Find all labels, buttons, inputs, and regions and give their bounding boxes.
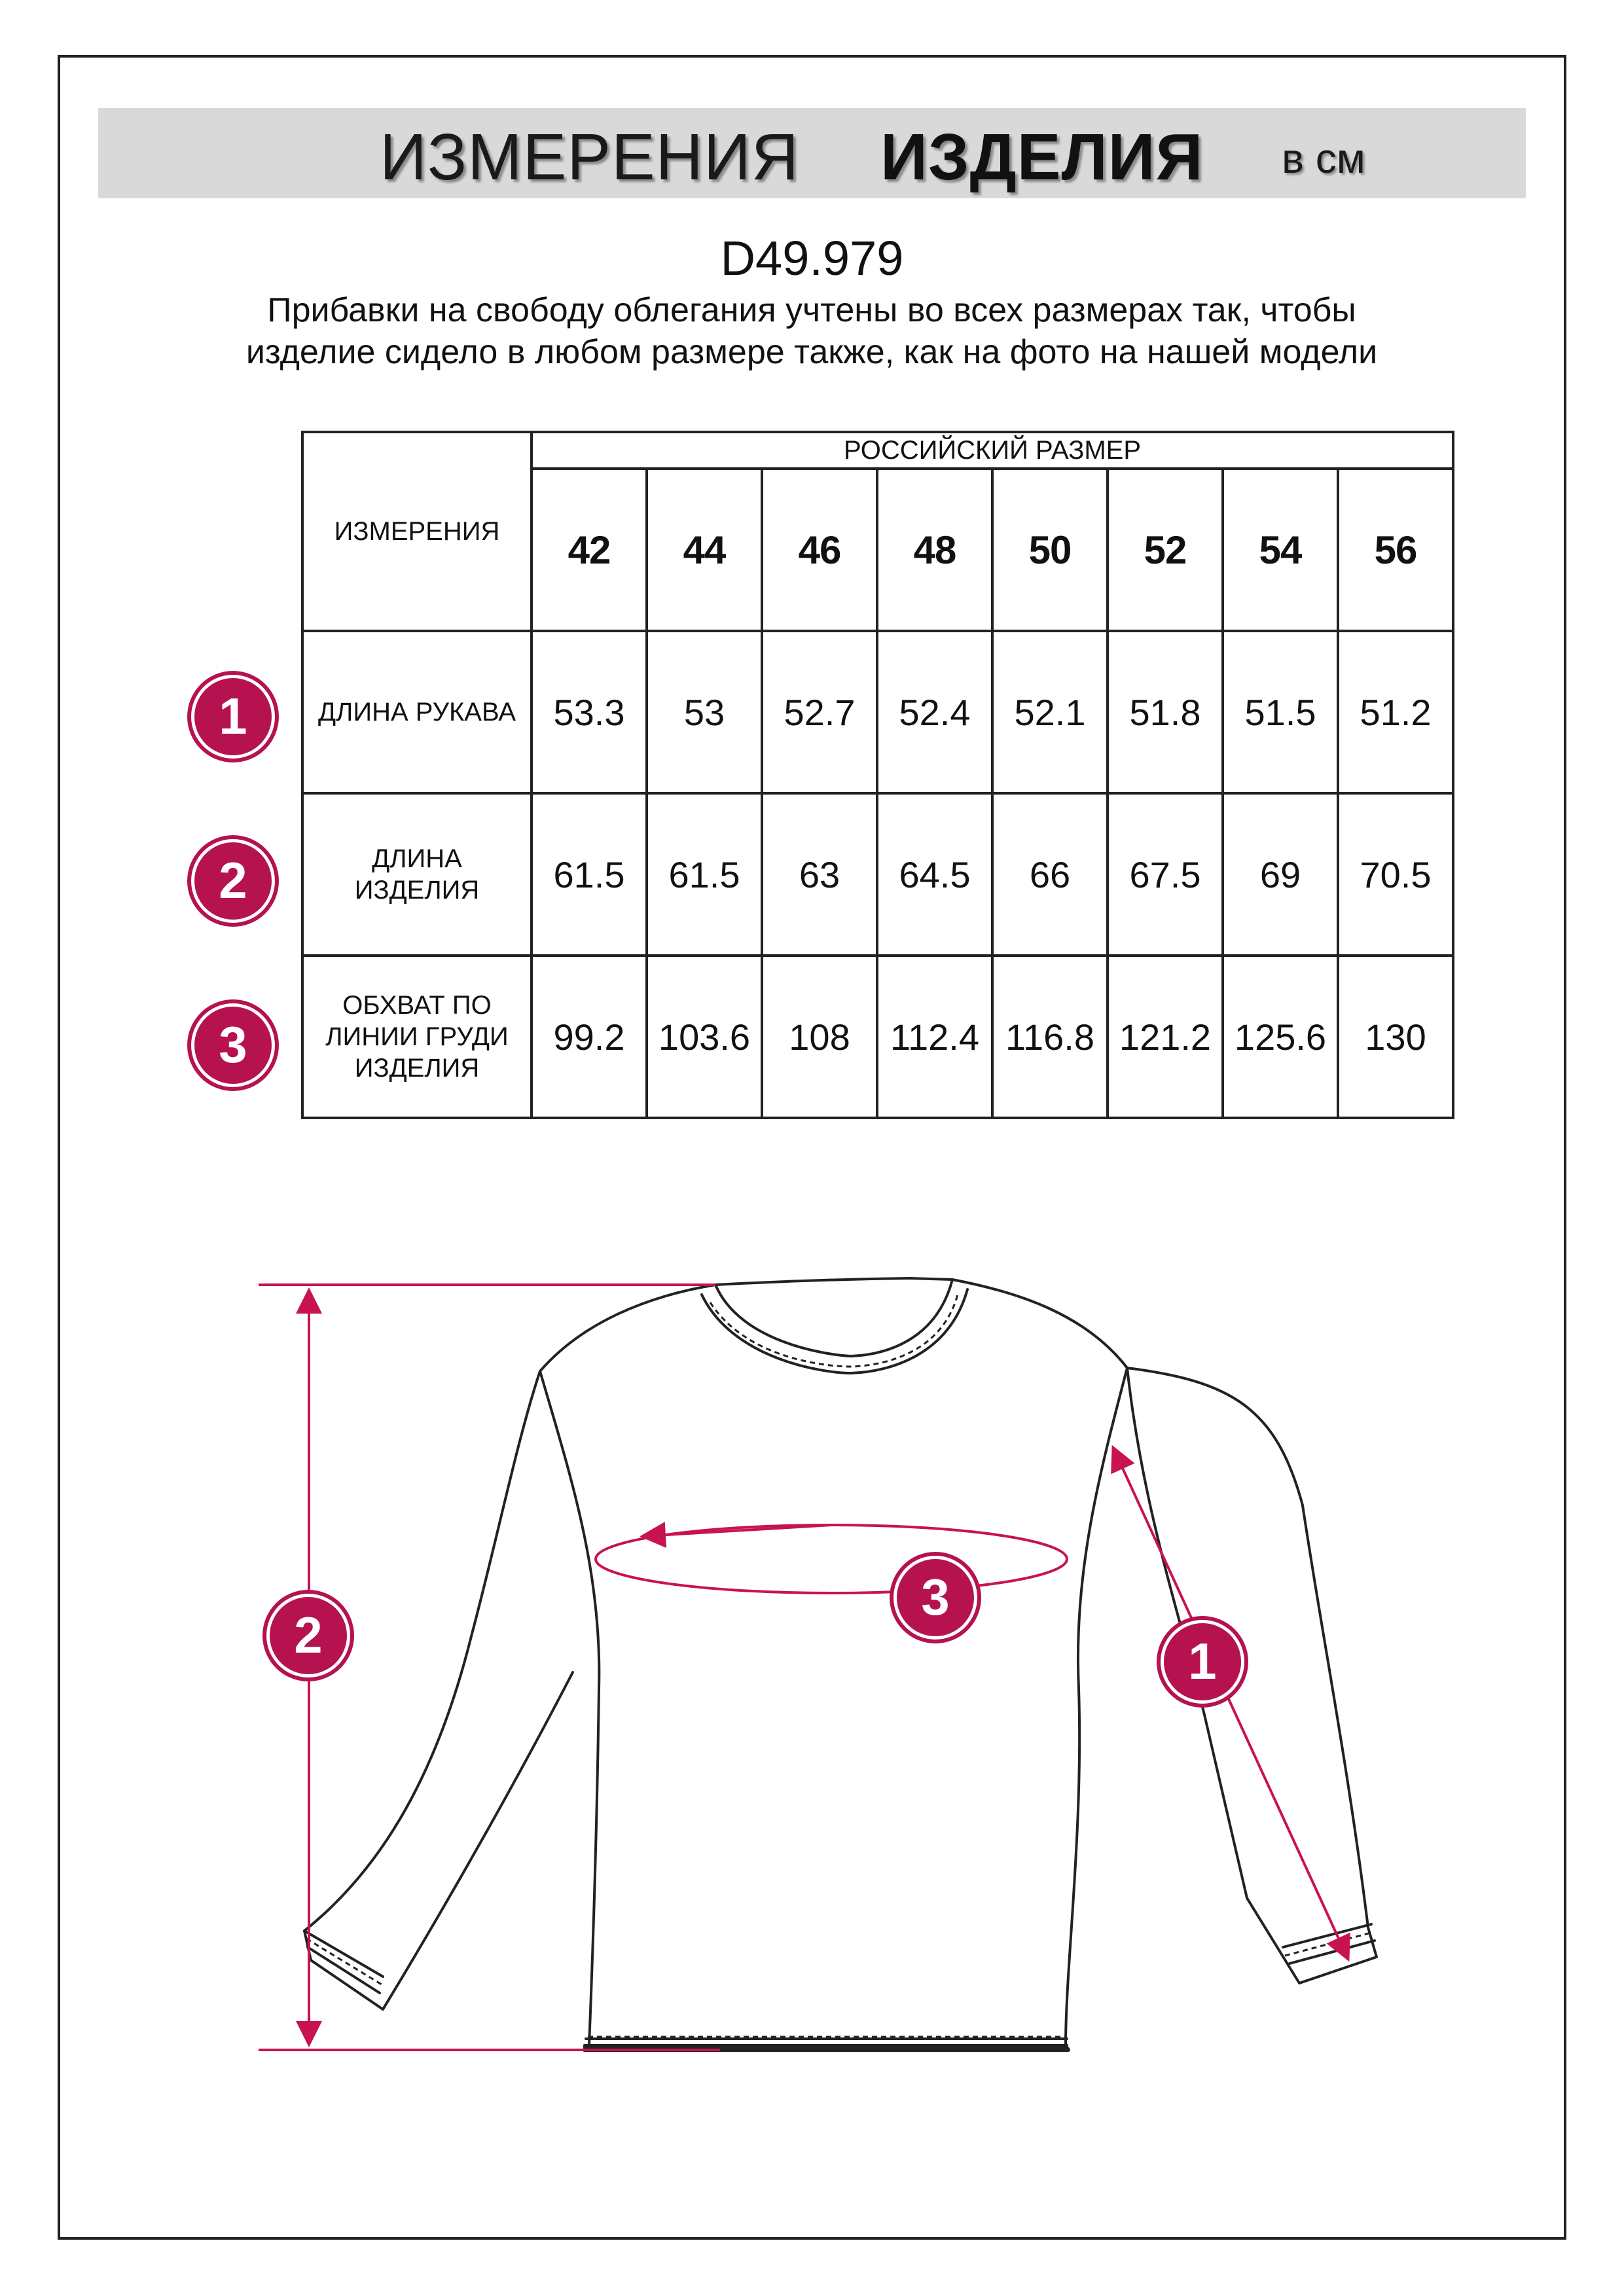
value-cell: 61.5: [532, 793, 647, 956]
row-badge-1: 1: [194, 678, 272, 755]
row-label-text: ДЛИНА ИЗДЕЛИЯ: [354, 844, 480, 905]
row-badge-2: 2: [194, 842, 272, 920]
value-cell: 69: [1223, 793, 1338, 956]
size-group-header: РОССИЙСКИЙ РАЗМЕР: [532, 432, 1453, 469]
size-cell: 42: [532, 469, 647, 631]
value-cell: 125.6: [1223, 956, 1338, 1118]
value-cell: 52.4: [877, 631, 992, 793]
size-cell: 54: [1223, 469, 1338, 631]
value-cell: 121.2: [1108, 956, 1223, 1118]
measure-header: ИЗМЕРЕНИЯ: [302, 432, 532, 631]
value-cell: 51.5: [1223, 631, 1338, 793]
value-cell: 64.5: [877, 793, 992, 956]
value-cell: 112.4: [877, 956, 992, 1118]
chest-measure: [596, 1525, 1067, 1593]
size-cell: 52: [1108, 469, 1223, 631]
value-cell: 61.5: [647, 793, 762, 956]
size-cell: 46: [762, 469, 877, 631]
fit-note: Прибавки на свободу облегания учтены во всех размерах так, чтобы изделие сидело в любом размере также, как на фото на нашей модели: [245, 291, 1378, 371]
value-cell: 99.2: [532, 956, 647, 1118]
value-cell: 53.3: [532, 631, 647, 793]
size-cell: 48: [877, 469, 992, 631]
unit-label: в см: [1282, 135, 1365, 182]
size-cell: 50: [992, 469, 1108, 631]
value-cell: 116.8: [992, 956, 1108, 1118]
value-cell: 51.2: [1338, 631, 1453, 793]
value-cell: 103.6: [647, 956, 762, 1118]
value-cell: 51.8: [1108, 631, 1223, 793]
row-label-text: ОБХВАТ ПО ЛИНИИ ГРУДИ ИЗДЕЛИЯ: [325, 991, 509, 1083]
row-label: ДЛИНА РУКАВА: [302, 631, 532, 793]
value-cell: 53: [647, 631, 762, 793]
value-cell: 52.7: [762, 631, 877, 793]
title-part1: ИЗМЕРЕНИЯ: [380, 120, 799, 194]
value-cell: 108: [762, 956, 877, 1118]
diagram-marker-2: 2: [270, 1597, 347, 1674]
row-badge-3: 3: [194, 1007, 272, 1084]
value-cell: 70.5: [1338, 793, 1453, 956]
size-cell: 44: [647, 469, 762, 631]
title-part2: ИЗДЕЛИЯ: [880, 120, 1204, 194]
value-cell: 130: [1338, 956, 1453, 1118]
value-cell: 52.1: [992, 631, 1108, 793]
value-cell: 63: [762, 793, 877, 956]
diagram-marker-3: 3: [897, 1559, 974, 1636]
value-cell: 66: [992, 793, 1108, 956]
value-cell: 67.5: [1108, 793, 1223, 956]
product-code: D49.979: [720, 231, 904, 285]
sleeve-measure: [1114, 1450, 1347, 1957]
diagram-marker-1: 1: [1164, 1623, 1241, 1700]
size-cell: 56: [1338, 469, 1453, 631]
